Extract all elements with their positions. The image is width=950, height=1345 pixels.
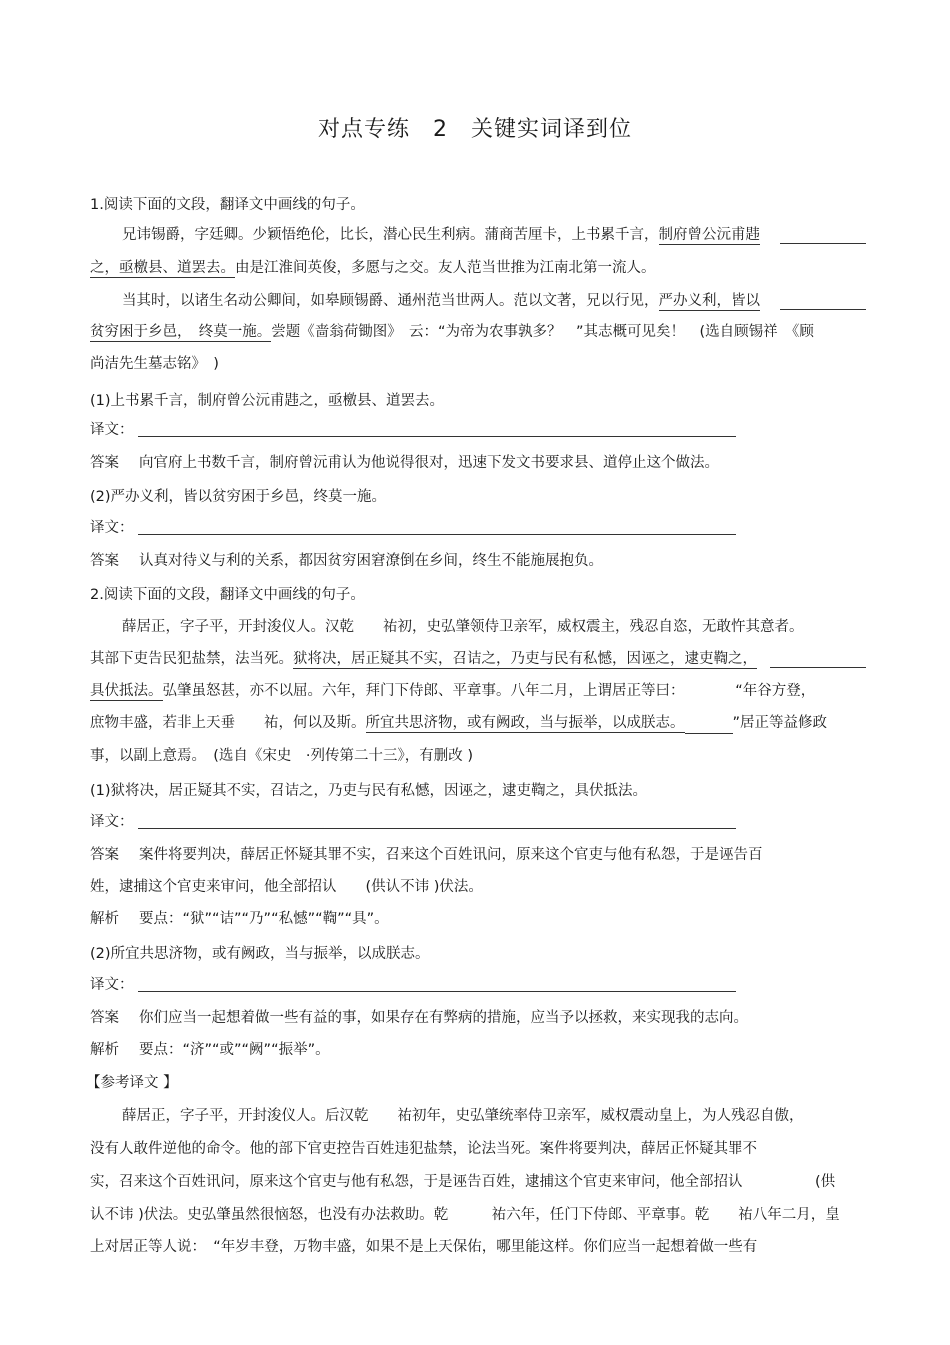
underlined-sentence: 之，亟檄县、道罢去。 [90,260,235,276]
q1-sub1: (1)上书累千言，制府曾公沅甫韪之，亟檄县、道罢去。 [90,393,445,409]
reference-line: 上对居正等人说： “年岁丰登，万物丰盛，如果不是上天保佑，哪里能这样。你们应当一起想着做一些有 [90,1239,758,1255]
underlined-sentence: 贫穷困于乡邑， 终莫一施。 [90,324,272,340]
q2-analysis2: 解析 要点：“济”“或”“阙”“振举”。 [90,1042,330,1058]
q1-prompt: 1.阅读下面的文段，翻译文中画线的句子。 [90,197,365,213]
underlined-sentence: 制府曾公沅甫韪 [658,227,760,243]
underlined-sentence: 狱将决，居正疑其不实，召诘之，乃吏与民有私憾，因诬之，逮吏鞫之， [293,651,757,667]
q2-passage-line: 事，以副上意焉。 (选自《宋史 ·列传第二十三》，有删改 ) [90,748,474,764]
q1-passage-line: 当其时，以诸生名动公卿间，如皋顾锡爵、通州范当世两人。范以文著，兄以行见，严办义利，皆以 [122,293,760,309]
translation-label: 译文： [90,814,134,830]
reference-heading: 【参考译文 】 [86,1075,178,1091]
underline-continuation [780,309,866,310]
q2-sub2: (2)所宜共思济物，或有阙政，当与振举，以成朕志。 [90,946,430,962]
q2-passage-line: 薛居正，字子平，开封浚仪人。汉乾 祐初，史弘肇领侍卫亲军，威权震主，残忍自恣，无敢忤其意者。 [122,619,804,635]
q2-passage-line: 庶物丰盛，若非上天垂 祐，何以及斯。所宜共思济物，或有阙政，当与振举，以成朕志。 ”居正等益修政 [90,713,827,734]
reference-line: 认不讳 )伏法。史弘肇虽然很恼怒，也没有办法救助。乾 祐六年，任门下侍郎、平章事。乾 祐八年二月，皇 [90,1207,840,1223]
q1-passage-line: 之，亟檄县、道罢去。由是江淮间英俊，多愿与之交。友人范当世推为江南北第一流人。 [90,260,656,276]
q1-sub2: (2)严办义利，皆以贫穷困于乡邑，终莫一施。 [90,489,387,505]
underlined-sentence: 所宜共思济物，或有阙政，当与振举，以成朕志。 [365,715,685,731]
translation-answer-line [138,991,736,992]
translation-answer-line [138,436,736,437]
q2-answer1: 答案 案件将要判决，薛居正怀疑其罪不实，召来这个百姓讯问，原来这个官吏与他有私怨，于是诬告百 [90,847,763,863]
translation-answer-line [138,534,736,535]
q1-answer2: 答案 认真对待义与利的关系，都因贫穷困窘潦倒在乡间，终生不能施展抱负。 [90,553,603,569]
q1-passage-line: 尚洁先生墓志铭》 ) [90,356,219,372]
underlined-sentence: 严办义利，皆以 [658,293,760,309]
underline-continuation [770,667,866,668]
translation-label: 译文： [90,520,134,536]
q2-passage-line: 其部下吏告民犯盐禁，法当死。狱将决，居正疑其不实，召诘之，乃吏与民有私憾，因诬之，逮吏鞫之， [90,651,757,667]
q1-passage-line: 贫穷困于乡邑， 终莫一施。尝题《啬翁荷锄图》 云：“为帝为农事孰多？ ”其志概可见矣！ (选自顾锡祥 《顾 [90,324,814,340]
underlined-sentence: 具伏抵法。 [90,683,163,699]
q2-answer1-cont: 姓，逮捕这个官吏来审问，他全部招认 (供认不讳 )伏法。 [90,879,483,895]
q1-passage-line: 兄讳锡爵，字廷卿。少颖悟绝伦，比长，潜心民生利病。蒲商苦厘卡，上书累千言，制府曾公沅甫韪 [122,227,760,243]
translation-label: 译文： [90,977,134,993]
reference-line: 薛居正，字子平，开封浚仪人。后汉乾 祐初年，史弘肇统率侍卫亲军，威权震动皇上，为人残忍自傲， [122,1108,804,1124]
page-title: 对点专练 2 关键实词译到位 [318,117,632,142]
translation-answer-line [138,828,736,829]
q2-sub1: (1)狱将决，居正疑其不实，召诘之，乃吏与民有私憾，因诬之，逮吏鞫之，具伏抵法。 [90,783,648,799]
q2-passage-line: 具伏抵法。弘肇虽怒甚，亦不以屈。六年，拜门下侍郎、平章事。八年二月，上谓居正等曰： “年谷方登， [90,683,816,699]
q2-prompt: 2.阅读下面的文段，翻译文中画线的句子。 [90,587,365,603]
underline-continuation [780,243,866,244]
q1-answer1: 答案 向官府上书数千言，制府曾沅甫认为他说得很对，迅速下发文书要求县、道停止这个做法。 [90,455,719,471]
q2-analysis1: 解析 要点：“狱”“诘”“乃”“私憾”“鞫”“具”。 [90,911,389,927]
translation-label: 译文： [90,422,134,438]
q2-answer2: 答案 你们应当一起想着做一些有益的事，如果存在有弊病的措施，应当予以拯救，来实现我的志向。 [90,1010,748,1026]
reference-line: 实，召来这个百姓讯问，原来这个官吏与他有私怨，于是诬告百姓，逮捕这个官吏来审问，他全部招认 (供 [90,1174,836,1190]
reference-line: 没有人敢件逆他的命令。他的部下官吏控告百姓违犯盐禁，论法当死。案件将要判决，薛居正怀疑其罪不 [90,1141,757,1157]
